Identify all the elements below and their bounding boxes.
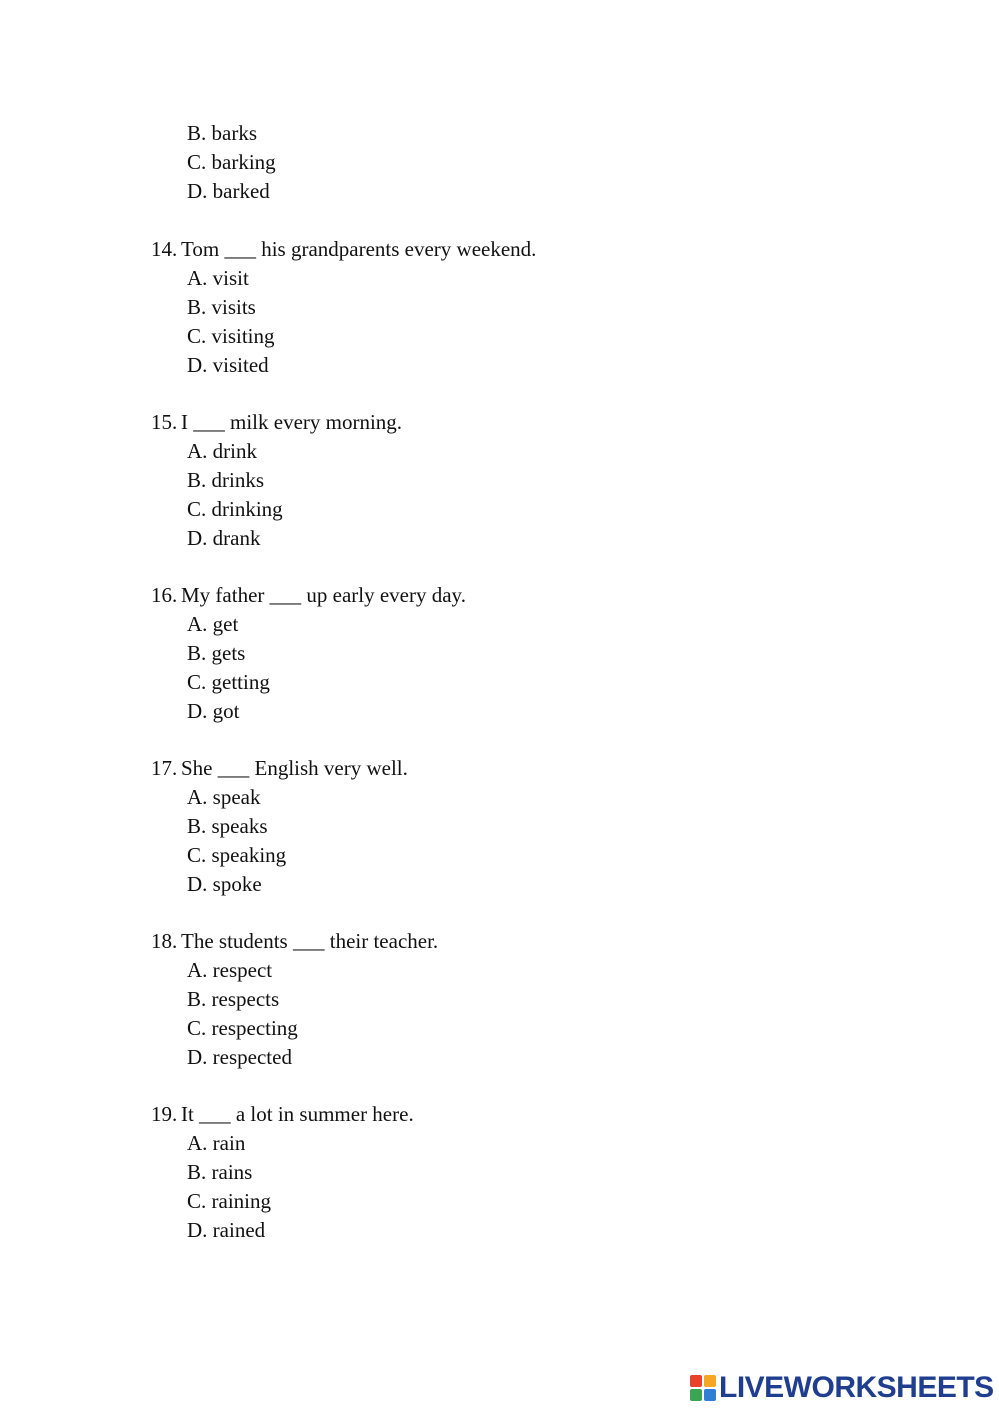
option-d: D. got [187, 699, 240, 723]
option-d: D. rained [187, 1218, 266, 1242]
liveworksheets-wordmark: LIVEWORKSHEETS [719, 1371, 994, 1404]
question-number: 18. [151, 929, 178, 953]
option-c: C. drinking [187, 497, 283, 521]
option-b: B. drinks [187, 468, 265, 492]
option-b: B. gets [187, 641, 246, 665]
logo-tile-3 [690, 1389, 702, 1401]
option-d: D. visited [187, 353, 269, 377]
option-d: D. respected [187, 1045, 292, 1069]
option-a: A. rain [187, 1131, 246, 1155]
question-text: I ___ milk every morning. [181, 410, 403, 434]
question-text: Tom ___ his grandparents every weekend. [181, 237, 537, 261]
question-text: It ___ a lot in summer here. [181, 1102, 414, 1126]
option-c: C. respecting [187, 1016, 298, 1040]
question-number: 14. [151, 237, 178, 261]
liveworksheets-brand [690, 1372, 994, 1404]
option-a: A. visit [187, 266, 249, 290]
option-a: A. speak [187, 785, 261, 809]
question-number: 19. [151, 1102, 178, 1126]
liveworksheets-logo-icon [690, 1375, 716, 1401]
logo-tile-2 [704, 1375, 716, 1387]
question-text: She ___ English very well. [181, 756, 408, 780]
option-d: D. drank [187, 526, 261, 550]
option-a: A. respect [187, 958, 273, 982]
option-13-c: C. barking [187, 150, 276, 174]
option-a: A. drink [187, 439, 257, 463]
option-b: B. respects [187, 987, 280, 1011]
option-a: A. get [187, 612, 239, 636]
option-d: D. spoke [187, 872, 262, 896]
option-c: C. visiting [187, 324, 275, 348]
question-text: The students ___ their teacher. [181, 929, 439, 953]
option-c: C. raining [187, 1189, 271, 1213]
logo-tile-1 [690, 1375, 702, 1387]
question-number: 17. [151, 756, 178, 780]
option-c: C. getting [187, 670, 270, 694]
option-b: B. visits [187, 295, 256, 319]
option-b: B. speaks [187, 814, 268, 838]
question-number: 15. [151, 410, 178, 434]
option-13-d: D. barked [187, 179, 270, 203]
option-13-b: B. barks [187, 121, 257, 145]
question-number: 16. [151, 583, 178, 607]
option-b: B. rains [187, 1160, 253, 1184]
question-text: My father ___ up early every day. [181, 583, 466, 607]
logo-tile-4 [704, 1389, 716, 1401]
option-c: C. speaking [187, 843, 287, 867]
